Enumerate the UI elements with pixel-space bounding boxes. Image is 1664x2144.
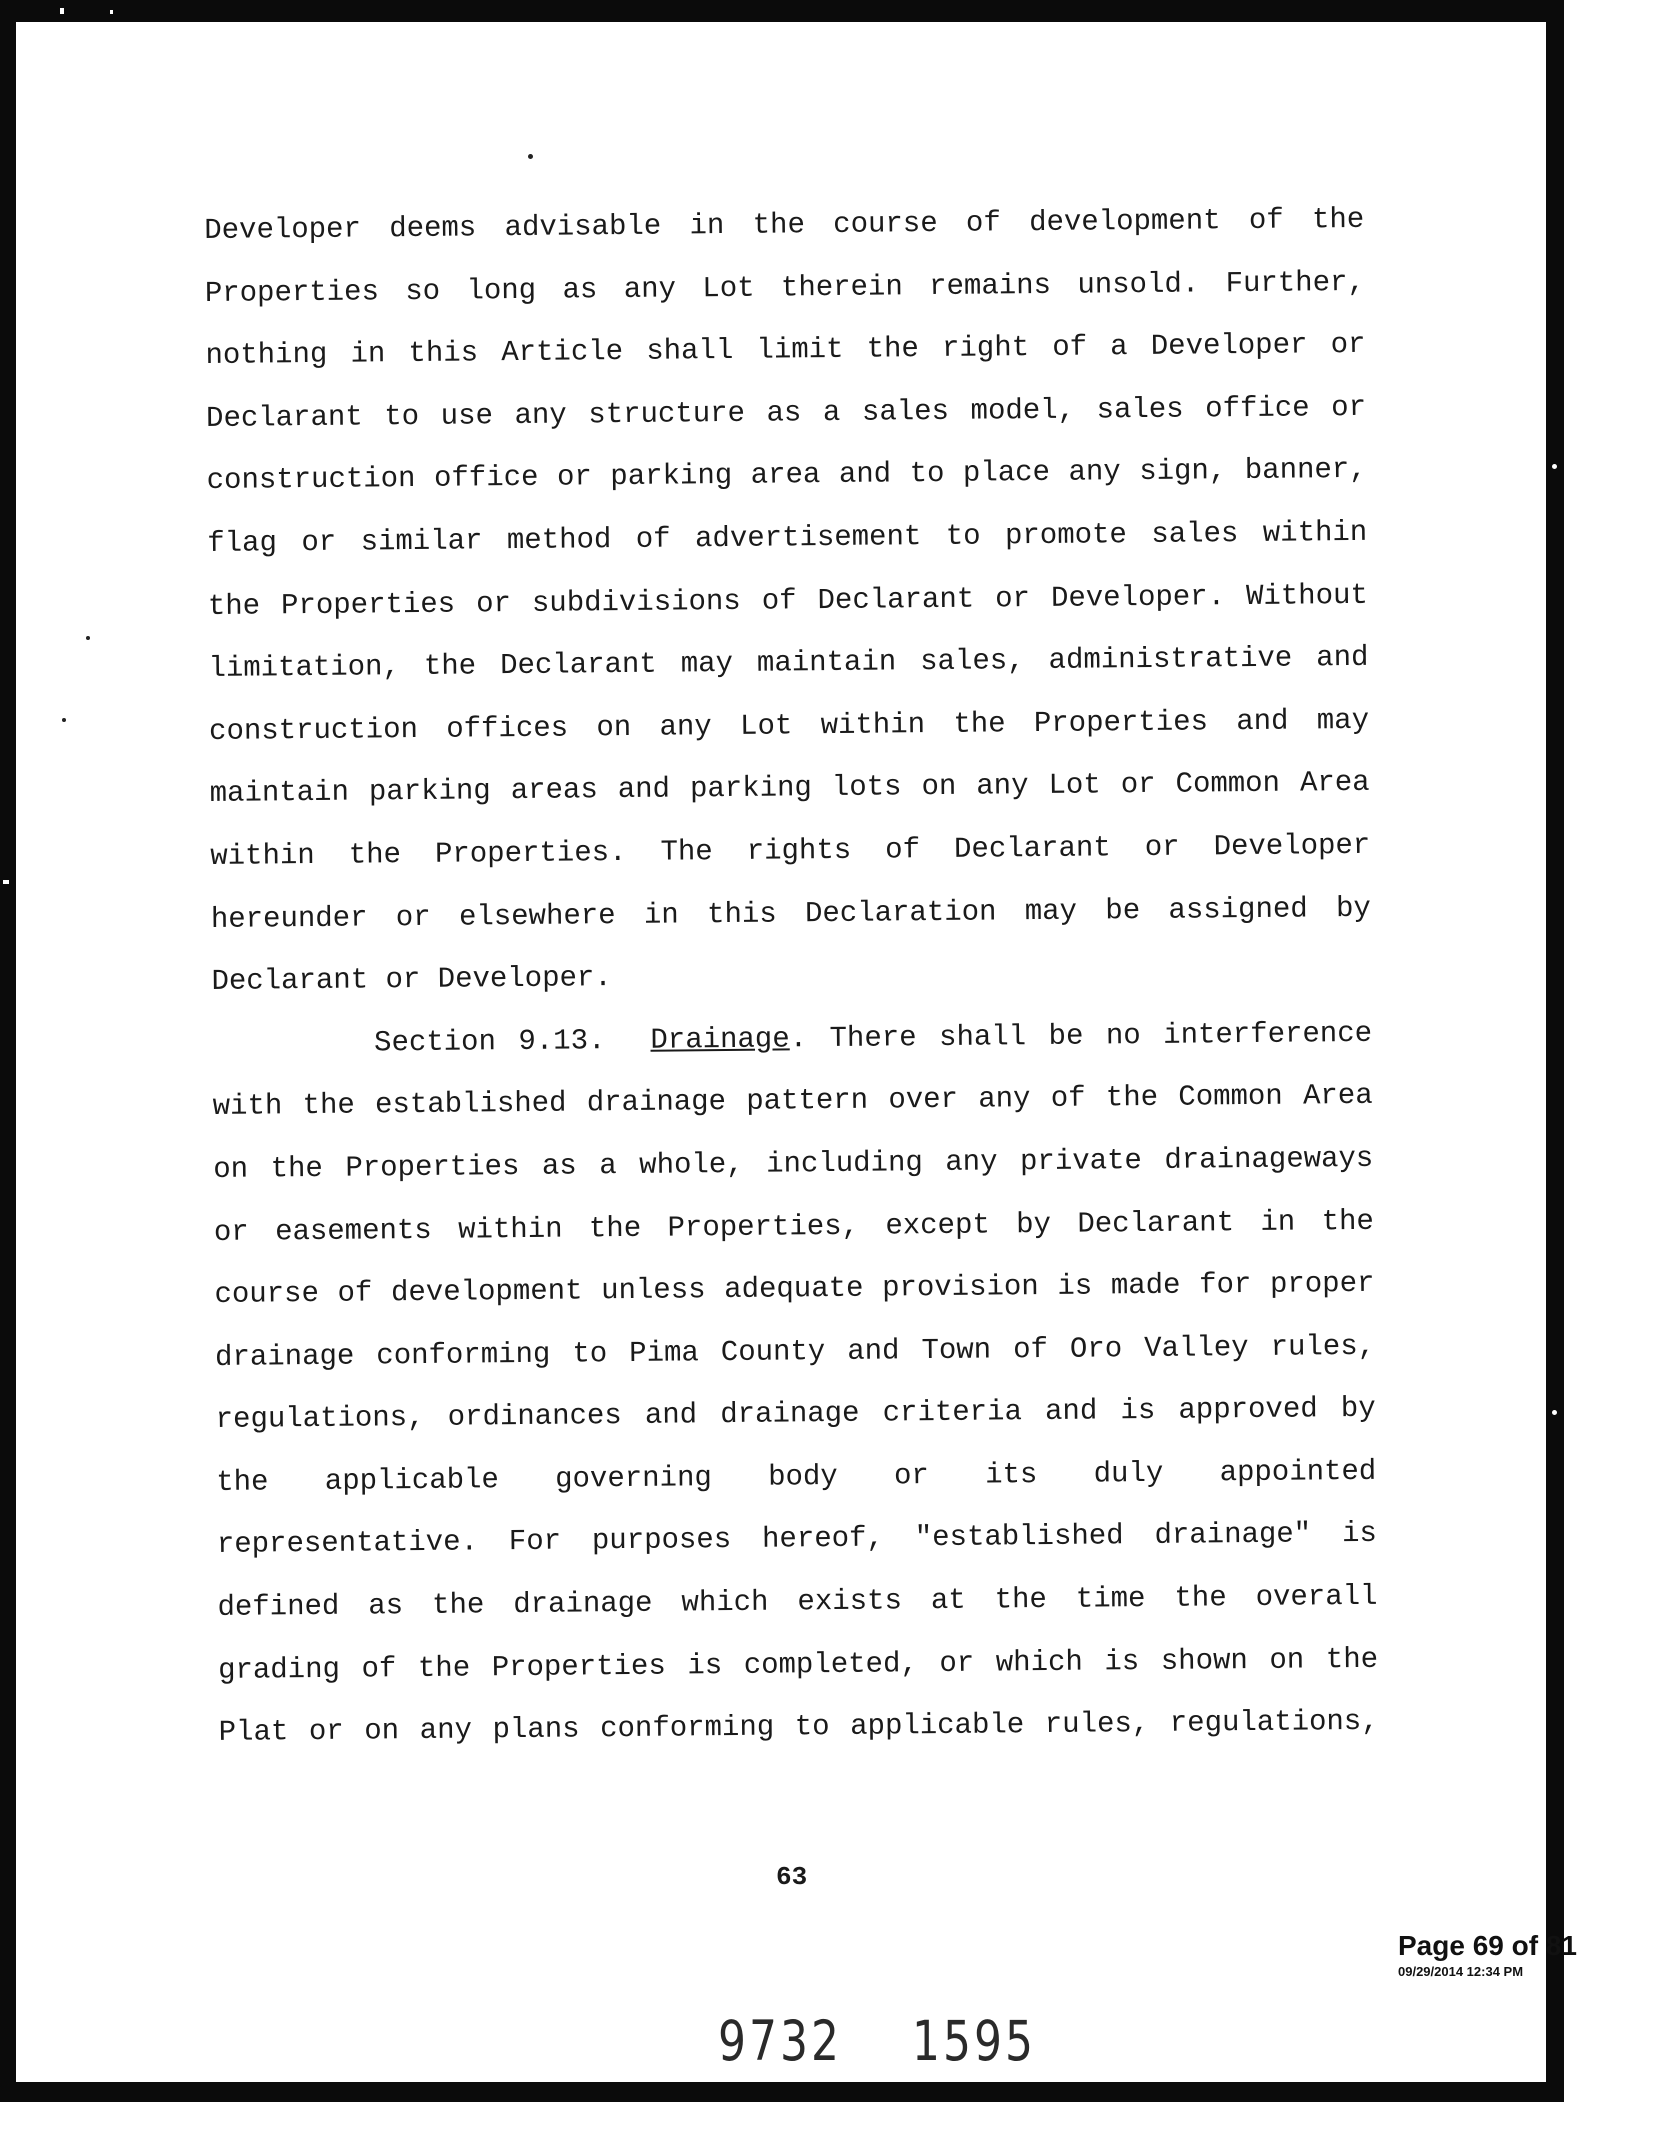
text-line: the Properties or subdivisions of Declarant or Developer. Without <box>207 578 1369 623</box>
section-title: Drainage <box>650 1022 790 1057</box>
docket-page: 1595 <box>911 2010 1036 2074</box>
stamp-datetime: 09/29/2014 12:34 PM <box>1398 1964 1524 1979</box>
page-number: 63 <box>776 1862 808 1892</box>
text-line: or easements within the Properties, except by Declarant in the <box>213 1204 1375 1249</box>
scan-border-bottom <box>0 2082 1564 2102</box>
text-line: Developer deems advisable in the course of development of the <box>204 202 1365 247</box>
section-heading-line <box>212 1003 1373 1077</box>
text-line: representative. For purposes hereof, "established drainage" is <box>216 1517 1378 1562</box>
text-line: regulations, ordinances and drainage criteria and is approved by <box>215 1392 1376 1437</box>
docket-number: 9732 <box>718 2010 842 2074</box>
scan-border-left <box>0 0 16 2144</box>
scan-speck <box>62 718 66 722</box>
text-line: the applicable governing body or its duly appointed <box>216 1454 1377 1499</box>
text-line: Declarant to use any structure as a sales model, sales office or <box>205 390 1367 435</box>
text-line: maintain parking areas and parking lots on any Lot or Common Area <box>209 766 1370 811</box>
text-line: nothing in this Article shall limit the right of a Developer or <box>205 328 1366 373</box>
text-line: hereunder or elsewhere in this Declaration may be assigned by <box>210 891 1372 936</box>
section-first-line: . There shall be no interference <box>789 1016 1373 1056</box>
text-line: Properties so long as any Lot therein remains unsold. Further, <box>204 265 1365 310</box>
section-number: Section 9.13. <box>373 1023 606 1060</box>
recording-number <box>718 2010 1036 2074</box>
text-line: construction office or parking area and to place any sign, banner, <box>206 453 1367 498</box>
text-line: construction offices on any Lot within the Properties and may <box>208 703 1370 748</box>
scan-speck <box>1552 464 1557 469</box>
scan-speck <box>528 154 533 159</box>
page-margin-right <box>1564 0 1664 2144</box>
scan-artifact <box>60 8 64 14</box>
text-line: within the Properties. The rights of Declarant or Developer <box>210 828 1371 873</box>
text-line: course of development unless adequate provision is made for proper <box>214 1266 1375 1312</box>
text-line: flag or similar method of advertisement to promote sales within <box>207 515 1368 560</box>
scan-border-top <box>0 0 1664 22</box>
scan-speck <box>86 636 90 640</box>
text-line: grading of the Properties is completed, or which is shown on the <box>217 1642 1379 1687</box>
body-text <box>204 189 1379 1765</box>
recording-stamp <box>1398 1930 1577 1979</box>
scan-artifact <box>3 880 9 884</box>
text-line: Plat or on any plans conforming to applicable rules, regulations, <box>218 1705 1379 1750</box>
text-line: on the Properties as a whole, including any private drainageways <box>213 1141 1374 1186</box>
scan-artifact <box>110 10 113 14</box>
text-line: defined as the drainage which exists at the time the overall <box>217 1579 1378 1624</box>
text-line: limitation, the Declarant may maintain sales, administrative and <box>208 641 1369 686</box>
stamp-page-label: Page 69 of 81 <box>1398 1930 1577 1961</box>
scan-speck <box>1552 1410 1557 1415</box>
text-line: with the established drainage pattern over any of the Common Area <box>212 1079 1373 1124</box>
text-line: drainage conforming to Pima County and Town of Oro Valley rules, <box>214 1329 1376 1374</box>
text-line: Declarant or Developer. <box>211 961 612 999</box>
page-margin-bottom <box>0 2102 1664 2144</box>
scan-border-right <box>1546 10 1564 2102</box>
